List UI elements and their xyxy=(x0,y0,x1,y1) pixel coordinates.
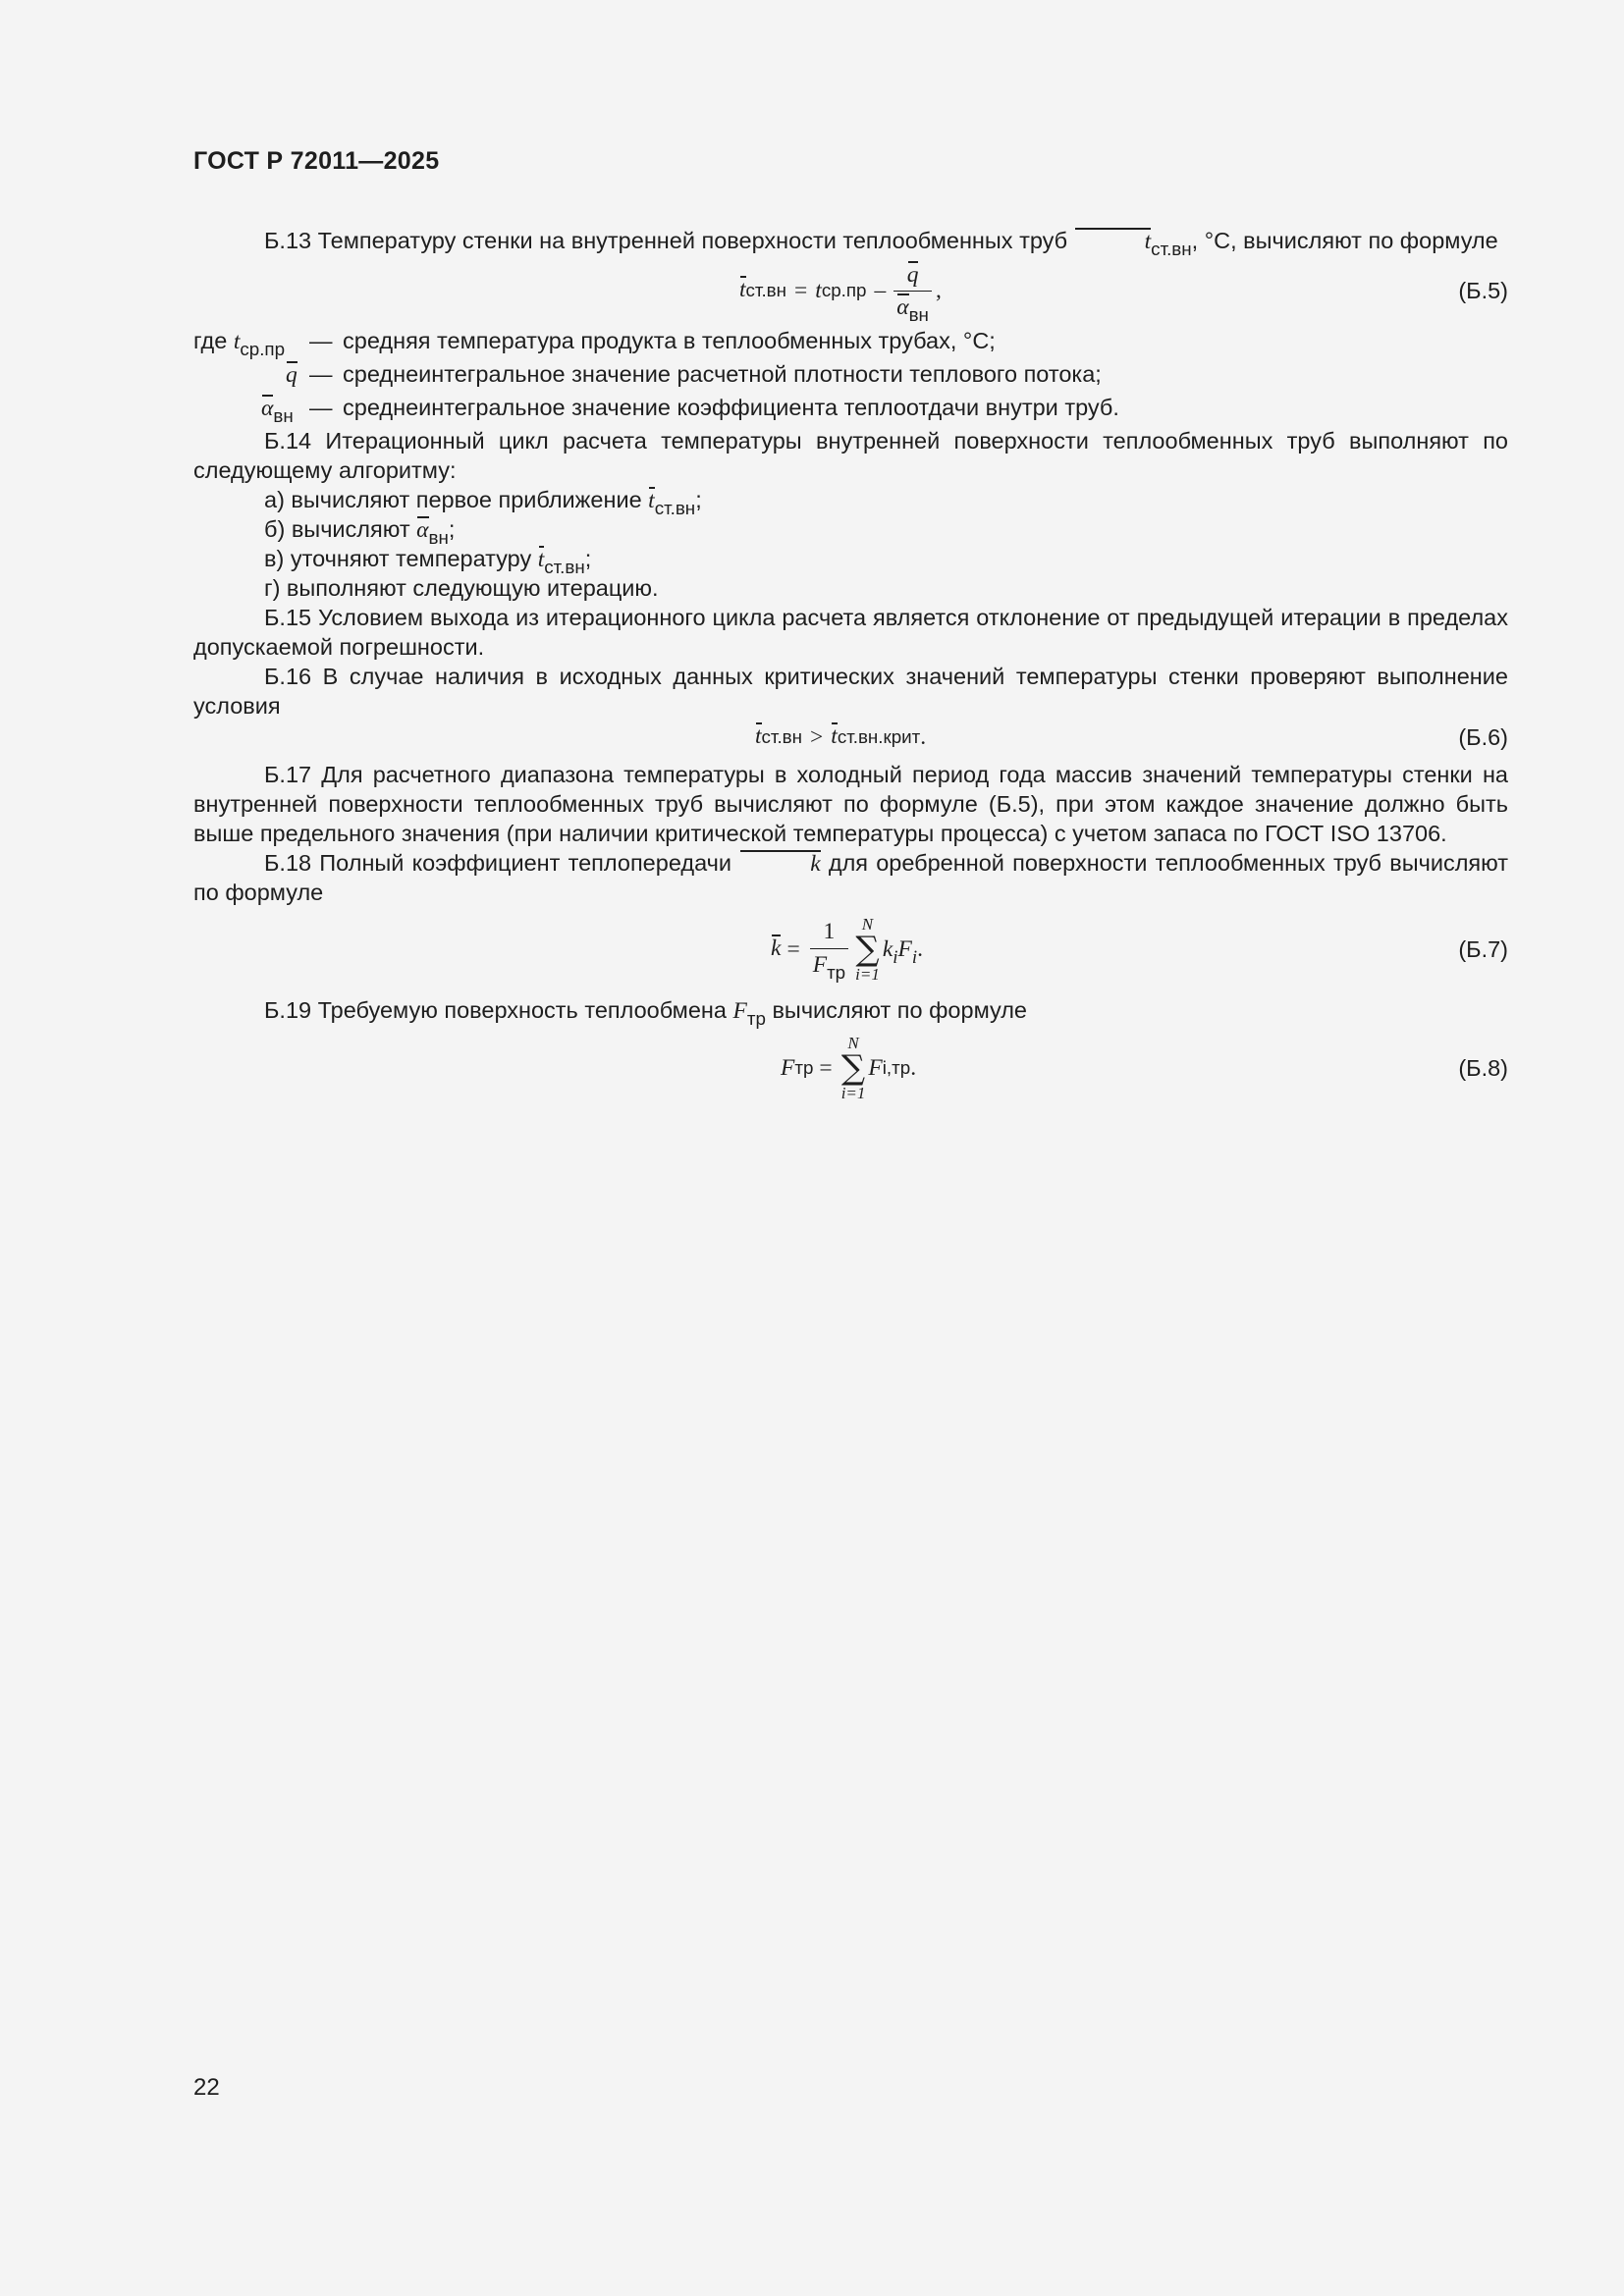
legend-symbol: $\alpha_{вн}$ xyxy=(261,396,294,427)
subscript: ст.вн xyxy=(1151,239,1192,260)
summation: N ∑ i=1 xyxy=(855,915,880,984)
alpha-bar-symbol: α xyxy=(896,294,909,320)
clause-tail: , °C, вычисляют по формуле xyxy=(1191,228,1498,253)
formula-b6: t ст.вн > t ст.вн.крит . (Б.6) xyxy=(755,723,1508,750)
t-bar-symbol: t xyxy=(755,723,762,750)
legend-description: среднеинтегральное значение коэффициента теплоотдачи внутри труб. xyxy=(343,395,1119,420)
t-symbol: t xyxy=(815,278,822,303)
formula-b7: k = $\frac{1}{F_{тр}}$ N ∑ i=1 $k_iF_i$ . (Б.7) xyxy=(771,915,1508,984)
formula-number: (Б.8) xyxy=(1458,1055,1508,1081)
formula-b5: t ст.вн = t ср.пр – $\frac{q}{\alpha_{вн}}$ , (Б.5) xyxy=(739,261,1508,325)
clause-b18: Б.18 Полный коэффициент теплопередачи k для оребренной поверхности теплообменных труб вычисляют по формуле xyxy=(193,850,1509,905)
k-i-term: $k_iF_i$ xyxy=(882,936,918,969)
period: . xyxy=(920,724,927,750)
f-i-term: F xyxy=(868,1055,883,1081)
subscript: вн xyxy=(908,303,929,325)
minus-sign: – xyxy=(874,278,887,303)
clause-b17: Б.17 Для расчетного диапазона температуры в холодный период года массив значений температуры стенки на внутренней поверхности теплообменных труб вычисляют по формуле (Б.5), при этом каждое значение должно быть выше предельного значения (при наличии критической температуры процесса) с учетом запаса по ГОСТ ISO 13706. xyxy=(193,762,1508,846)
f-symbol: F xyxy=(781,1055,795,1081)
t-bar-symbol: t xyxy=(739,277,746,303)
legend-row-1 xyxy=(193,326,1508,359)
legend-row-2 xyxy=(193,359,1508,393)
document-body xyxy=(193,226,1508,1110)
legend-description: среднеинтегральное значение расчетной плотности теплового потока; xyxy=(343,361,1102,387)
formula-number: (Б.7) xyxy=(1458,936,1508,962)
clause-b14: Б.14 Итерационный цикл расчета температуры внутренней поверхности теплообменных труб выполняют по следующему алгоритму: xyxy=(193,428,1508,483)
equals-sign: = xyxy=(786,936,800,962)
legend-dash: — xyxy=(309,361,333,387)
equals-sign: = xyxy=(794,278,808,303)
list-item-a: а) вычисляют первое приближение $t_{ст.вн}$; xyxy=(264,487,702,519)
clause-b15: Б.15 Условием выхода из итерационного цикла расчета является отклонение от предыдущей итерации в пределах допускаемой погрешности. xyxy=(193,605,1508,660)
t-bar-symbol: t xyxy=(831,723,838,750)
formula-number: (Б.5) xyxy=(1458,278,1508,303)
summation: N ∑ i=1 xyxy=(840,1034,866,1102)
legend-description: средняя температура продукта в теплообменных трубах, °C; xyxy=(343,328,996,353)
t-bar-symbol: t xyxy=(1074,231,1152,254)
k-bar-symbol: k xyxy=(771,935,782,962)
legend-dash: — xyxy=(309,328,333,353)
page-number: 22 xyxy=(193,2074,220,2101)
clause-b16: Б.16 В случае наличия в исходных данных критических значений температуры стенки проверяют выполнение условия xyxy=(193,664,1508,719)
clause-text: Б.13 Температуру стенки на внутренней поверхности теплообменных труб xyxy=(264,228,1068,253)
legend-where-label: где $t_{ср.пр}$ xyxy=(193,328,286,360)
legend-symbol: q xyxy=(286,362,298,388)
fraction xyxy=(893,261,932,325)
equals-sign: = xyxy=(819,1055,833,1081)
clause-b13 xyxy=(193,226,1508,260)
formula-number: (Б.6) xyxy=(1458,724,1508,750)
legend-row-3 xyxy=(193,393,1508,426)
formula-b8: F тр = N ∑ i=1 F i,тр . (Б.8) xyxy=(781,1034,1508,1102)
list-item-c: в) уточняют температуру $t_{ст.вн}$; xyxy=(264,546,592,578)
fraction: $\frac{1}{F_{тр}}$ xyxy=(810,920,848,979)
q-bar-symbol: q xyxy=(906,261,919,288)
list-item-d: г) выполняют следующую итерацию. xyxy=(264,575,659,601)
legend-dash: — xyxy=(309,395,333,420)
comma: , xyxy=(935,278,942,303)
k-bar-symbol: k xyxy=(739,853,820,877)
greater-than-sign: > xyxy=(810,724,824,750)
clause-b19: Б.19 Требуемую поверхность теплообмена $F_{тр}$ вычисляют по формуле xyxy=(264,997,1028,1030)
list-item-b: б) вычисляют $\alpha_{вн}$; xyxy=(264,516,456,549)
document-header: ГОСТ Р 72011—2025 xyxy=(193,147,440,175)
